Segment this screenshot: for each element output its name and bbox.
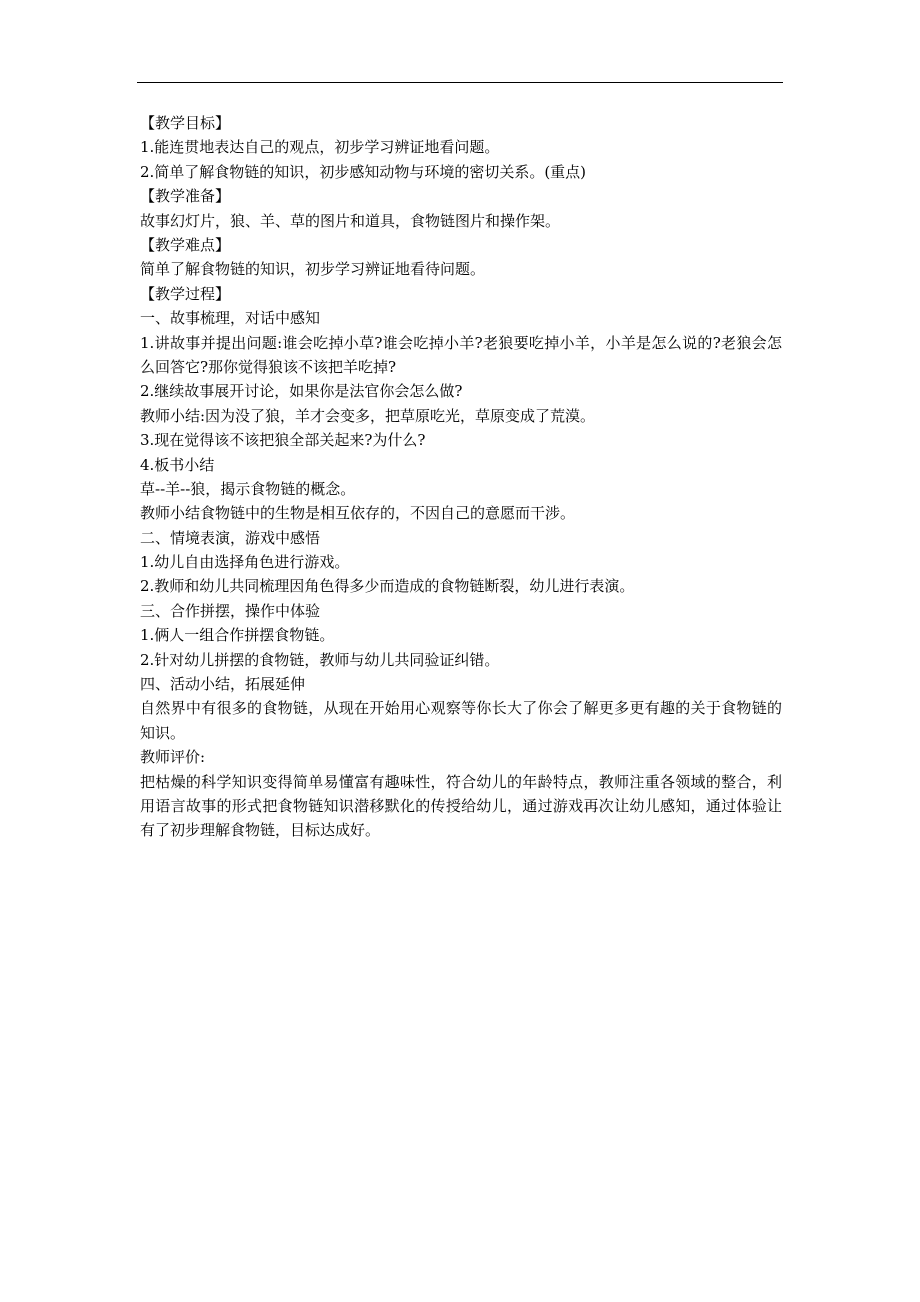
section-heading-preparation: 【教学准备】 xyxy=(140,187,231,206)
step-1-item-3: 3.现在觉得该不该把狼全部关起来?为什么? xyxy=(140,431,426,450)
step-2-item-2: 2.教师和幼儿共同梳理因角色得多少而造成的食物链断裂，幼儿进行表演。 xyxy=(140,577,635,596)
step-heading-2: 二、情境表演，游戏中感悟 xyxy=(140,528,321,547)
step-3-item-2: 2.针对幼儿拼摆的食物链，教师与幼儿共同验证纠错。 xyxy=(140,650,500,669)
header-rule xyxy=(137,82,783,83)
food-chain-text: 草--羊--狼，揭示食物链的概念。 xyxy=(140,479,356,498)
step-1-item-2: 2.继续故事展开讨论，如果你是法官你会怎么做? xyxy=(140,382,463,401)
teacher-summary-1: 教师小结:因为没了狼，羊才会变多，把草原吃光，草原变成了荒漠。 xyxy=(140,406,596,425)
section-heading-goals: 【教学目标】 xyxy=(140,114,231,132)
step-3-item-1: 1.俩人一组合作拼摆食物链。 xyxy=(140,626,335,645)
step-2-item-1: 1.幼儿自由选择角色进行游戏。 xyxy=(140,553,350,572)
preparation-text: 故事幻灯片，狼、羊、草的图片和道具，食物链图片和操作架。 xyxy=(140,211,561,230)
goal-item-2: 2.简单了解食物链的知识，初步感知动物与环境的密切关系。(重点) xyxy=(140,162,587,181)
goal-item-1: 1.能连贯地表达自己的观点，初步学习辨证地看问题。 xyxy=(140,138,500,157)
step-1-item-1: 1.讲故事并提出问题:谁会吃掉小草?谁会吃掉小羊?老狼要吃掉小羊，小羊是怎么说的?老狼会怎么回答它?那你觉得狼该不该把羊吃掉? xyxy=(140,333,782,376)
step-heading-4: 四、活动小结，拓展延伸 xyxy=(140,675,306,694)
step-1-item-4: 4.板书小结 xyxy=(140,455,215,474)
section-heading-process: 【教学过程】 xyxy=(140,284,231,303)
step-4-text: 自然界中有很多的食物链，从现在开始用心观察等你长大了你会了解更多更有趣的关于食物链的知识。 xyxy=(140,699,782,742)
section-heading-difficulty: 【教学难点】 xyxy=(140,235,231,254)
step-heading-1: 一、故事梳理，对话中感知 xyxy=(140,309,321,328)
difficulty-text: 简单了解食物链的知识，初步学习辨证地看待问题。 xyxy=(140,260,486,279)
document-body xyxy=(140,111,782,843)
evaluation-heading: 教师评价: xyxy=(140,748,206,767)
step-heading-3: 三、合作拼摆，操作中体验 xyxy=(140,601,321,620)
teacher-summary-2: 教师小结食物链中的生物是相互依存的，不因自己的意愿而干涉。 xyxy=(140,504,576,523)
evaluation-text: 把枯燥的科学知识变得简单易懂富有趣味性，符合幼儿的年龄特点，教师注重各领域的整合，利用语言故事的形式把食物链知识潜移默化的传授给幼儿，通过游戏再次让幼儿感知，通过体验让有了初步理解食物链，目标达成好。 xyxy=(140,772,782,840)
